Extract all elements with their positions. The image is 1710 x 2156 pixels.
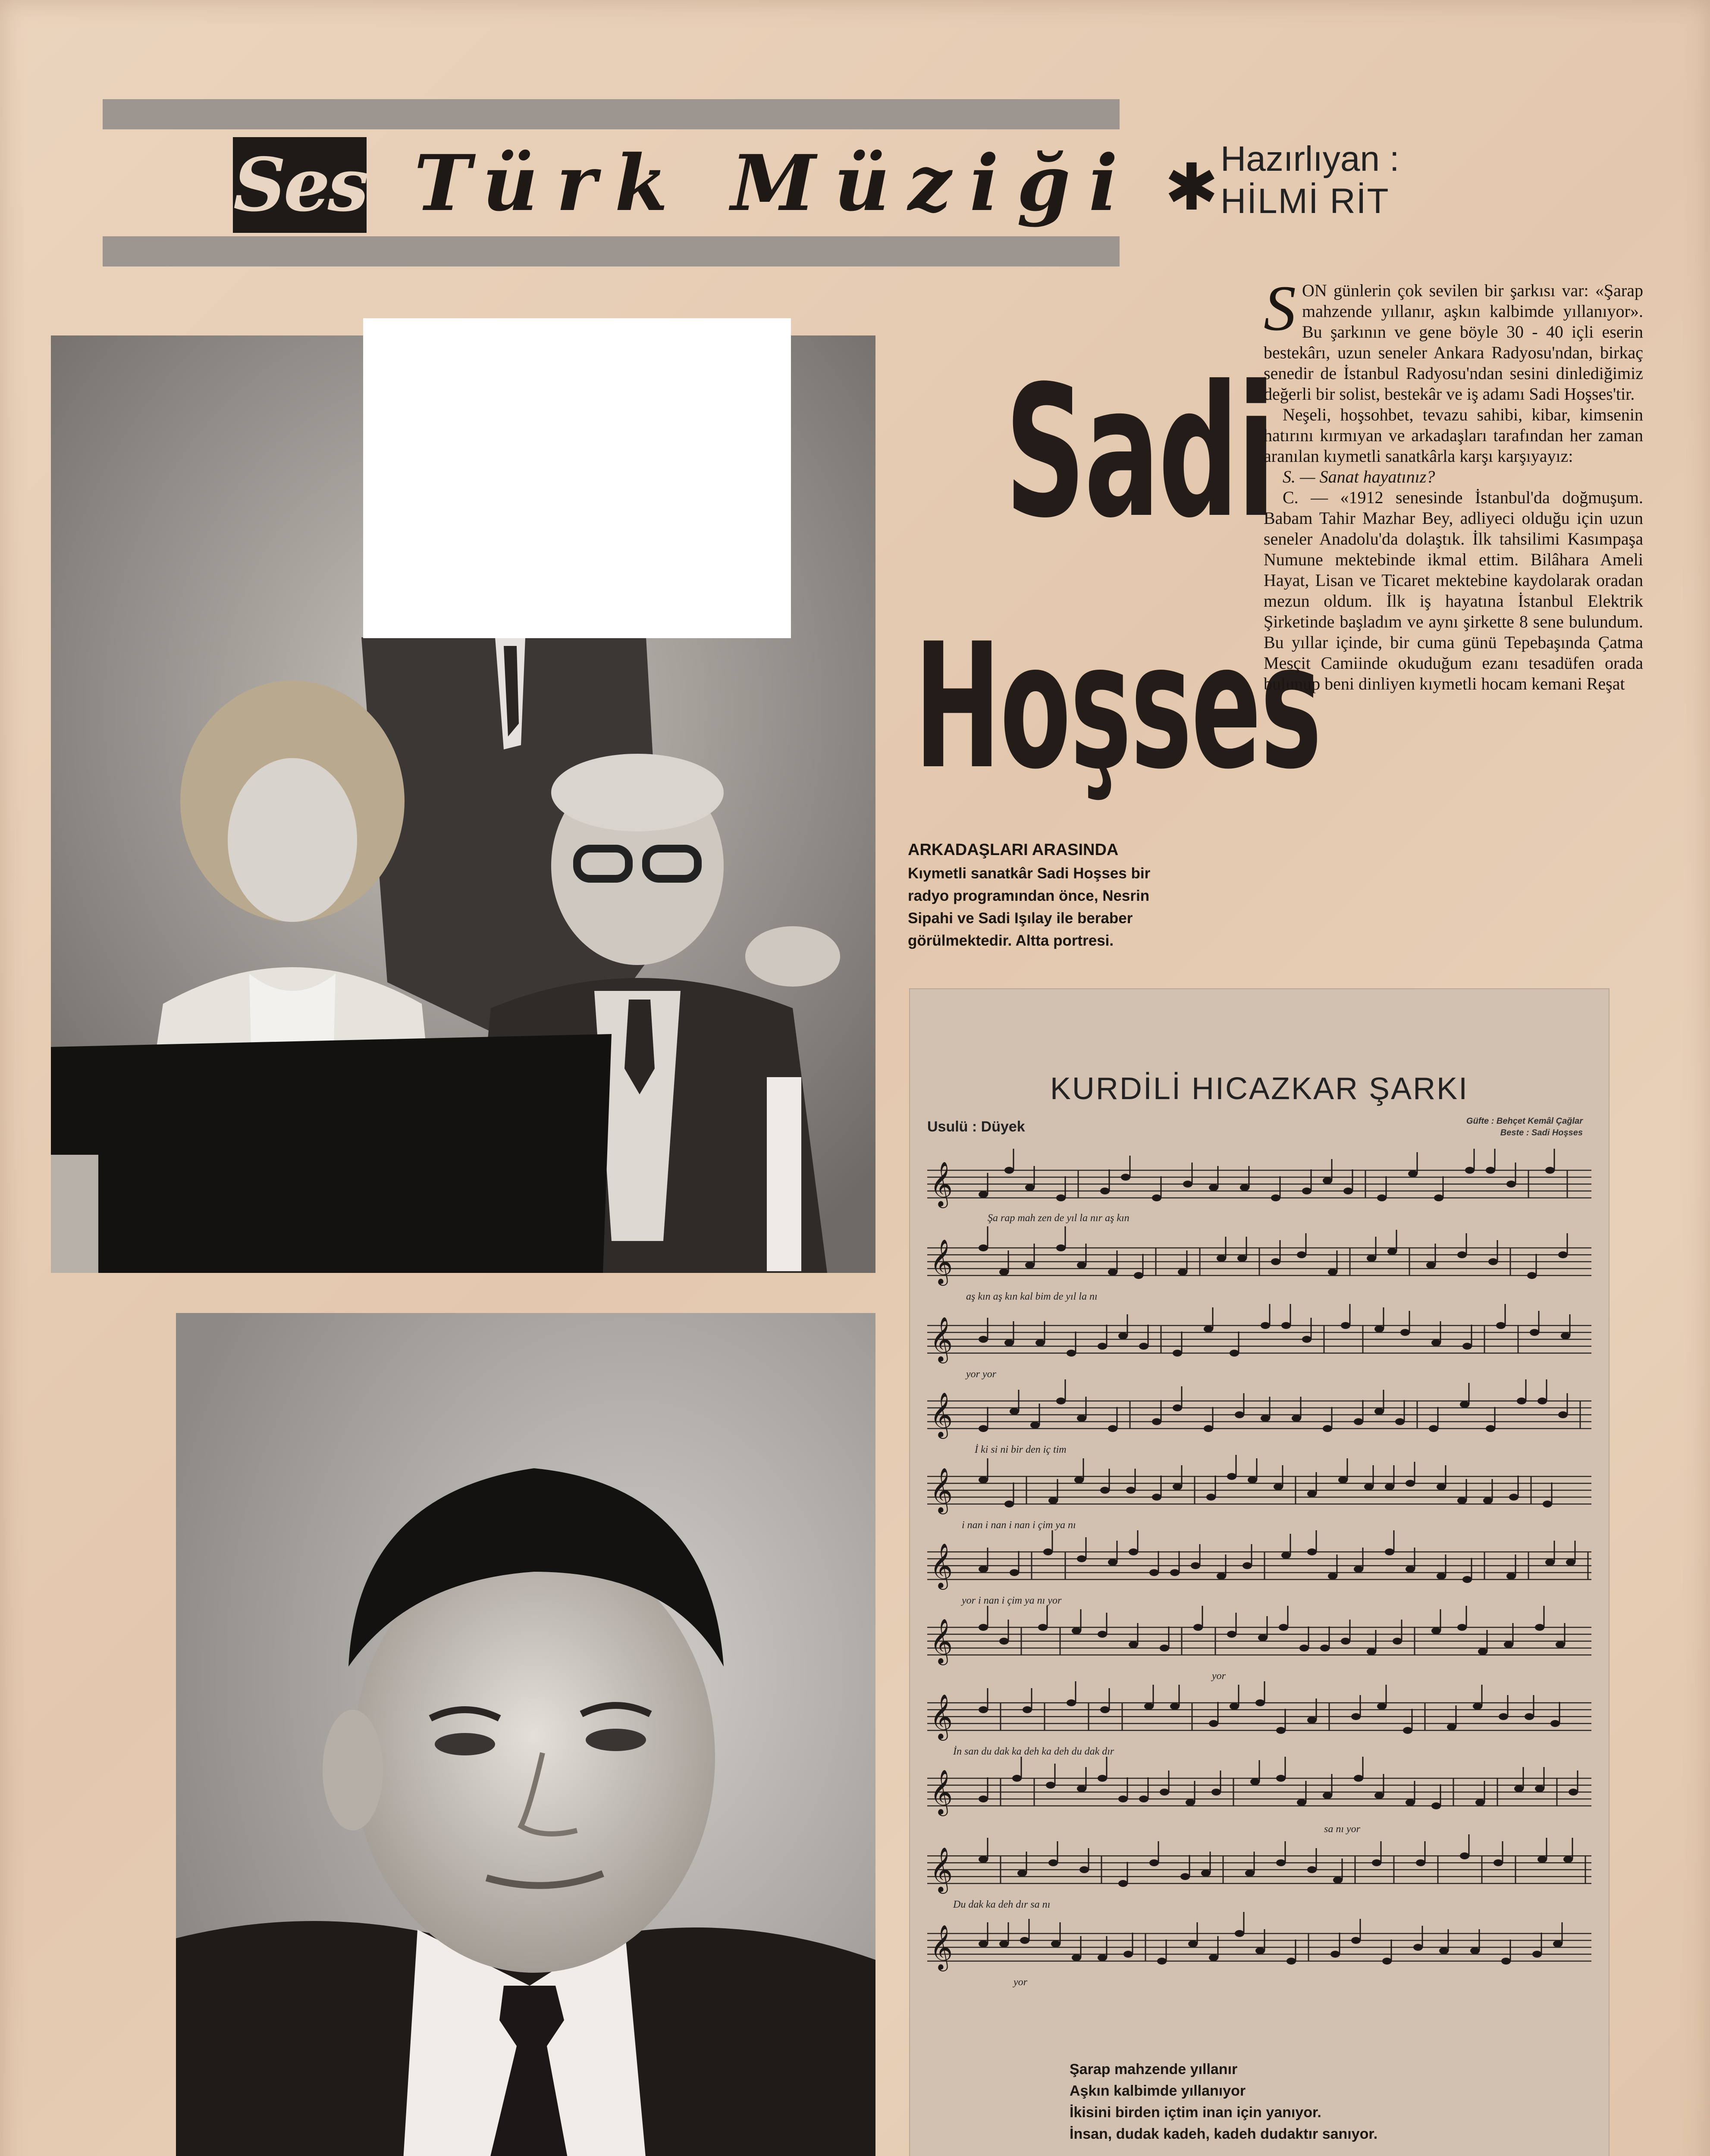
drop-cap: S <box>1264 273 1296 344</box>
interview-question: S. — Sanat hayatınız? <box>1283 467 1435 486</box>
treble-clef-icon: 𝄞 <box>930 1924 953 1970</box>
ses-logo: Ses <box>233 137 367 233</box>
staff-lyric: Du dak ka deh dır sa nı <box>953 1899 1051 1910</box>
asterisk-icon: ✱ <box>1164 150 1219 225</box>
lyric-line: İkisini birden içtim inan için yanıyor. <box>1070 2104 1321 2121</box>
song-title: KURDİLİ HICAZKAR ŞARKI <box>1050 1072 1469 1106</box>
treble-clef-icon: 𝄞 <box>930 1392 953 1437</box>
lyric-line: Şarap mahzende yıllanır <box>1070 2061 1238 2078</box>
treble-clef-icon: 𝄞 <box>930 1618 953 1664</box>
staff-lyric: sa nı yor <box>1324 1824 1360 1835</box>
staff-lyric: yor i nan i çim ya nı yor <box>962 1595 1062 1606</box>
treble-clef-icon: 𝄞 <box>930 1847 953 1892</box>
feature-name-last: Hoşses <box>914 607 1321 807</box>
caption-line: Sipahi ve Sadi Işılay ile beraber <box>908 910 1133 927</box>
treble-clef-icon: 𝄞 <box>930 1543 953 1588</box>
staff-lyric: İn san du dak ka deh ka deh du dak dır <box>953 1746 1114 1757</box>
treble-clef-icon: 𝄞 <box>930 1769 953 1814</box>
treble-clef-icon: 𝄞 <box>930 1239 953 1284</box>
staff-lyric: yor <box>1212 1670 1226 1682</box>
treble-clef-icon: 𝄞 <box>930 1694 953 1739</box>
usul-label: Usulü : Düyek <box>927 1119 1025 1135</box>
prepared-by-label: Hazırlıyan : <box>1221 139 1399 179</box>
feature-name-first: Sadi <box>1005 347 1274 558</box>
treble-clef-icon: 𝄞 <box>930 1316 953 1362</box>
staff-lyric: yor yor <box>966 1369 996 1380</box>
prepared-by-name: HİLMİ RİT <box>1221 182 1390 221</box>
caption-line: radyo programından önce, Nesrin <box>908 887 1150 904</box>
caption-line: görülmektedir. Altta portresi. <box>908 932 1114 949</box>
lyric-line: İnsan, dudak kadeh, kadeh dudaktır sanıyor. <box>1070 2126 1378 2142</box>
lyric-line: Aşkın kalbimde yıllanıyor <box>1070 2083 1246 2099</box>
staff-lyric: Şa rap mah zen de yıl la nır aş kın <box>988 1213 1130 1224</box>
section-title: Türk Müziği <box>414 138 1136 228</box>
lyricist-credit: Güfte : Behçet Kemâl Çağlar <box>1466 1116 1583 1126</box>
article-paragraph: C. — «1912 senesinde İstanbul'da doğmuşum. Babam Tahir Mazhar Bey, adliyeci olduğu için uzun seneler Anadolu'da dolaştık. İlk tahsilimi Kasımpaşa Numune mektebinde ikmal ettim. Bilâhara Ameli Hayat, Lisan ve Ticaret mektebine kaydolarak oradan mezun oldum. İlk iş hayatına İstanbul Elektrik Şirketinde başladım ve aynı şirkette 8 sene bulundum. Bu yıllar içinde, bir cuma günü Tepebaşında Çatma Mesçit Camiinde okuduğum ezanı tesadüfen orada bulunup beni dinliyen kıymetli hocam kemani Reşat <box>1264 488 1643 693</box>
staff-lyric: aş kın aş kın kal bim de yıl la nı <box>966 1291 1098 1302</box>
staff-lyric: i nan i nan i nan i çim ya nı <box>962 1520 1076 1531</box>
staff-lyric: yor <box>1013 1977 1027 1988</box>
treble-clef-icon: 𝄞 <box>930 1467 953 1513</box>
treble-clef-icon: 𝄞 <box>930 1161 953 1206</box>
caption-line: Kıymetli sanatkâr Sadi Hoşses bir <box>908 865 1151 882</box>
article-paragraph: SON günlerin çok sevilen bir şarkısı var: «Şarap mahzende yıllanır, aşkın kalbimde yıllanıyor». Bu şarkının ve gene böyle 30 - 40 içli eserin bestekârı, uzun seneler Ankara Radyosu'ndan, birkaç senedir de İstanbul Radyosu'ndan sesini dinlediğimiz değerli bir solist, bestekâr ve iş adamı Sadi Hoşses'tir. <box>1264 273 1643 404</box>
composer-credit: Beste : Sadi Hoşses <box>1500 1128 1583 1138</box>
staff-lyric: İ ki si ni bir den iç tim <box>975 1444 1067 1455</box>
article-paragraph: Neşeli, hoşsohbet, tevazu sahibi, kibar, kimsenin hatırını kırmıyan ve arkadaşları tarafından her zaman aranılan kıymetli sanatkârla karşı karşıyayız: <box>1264 405 1643 466</box>
photo-caption-title: ARKADAŞLARI ARASINDA <box>908 841 1119 859</box>
